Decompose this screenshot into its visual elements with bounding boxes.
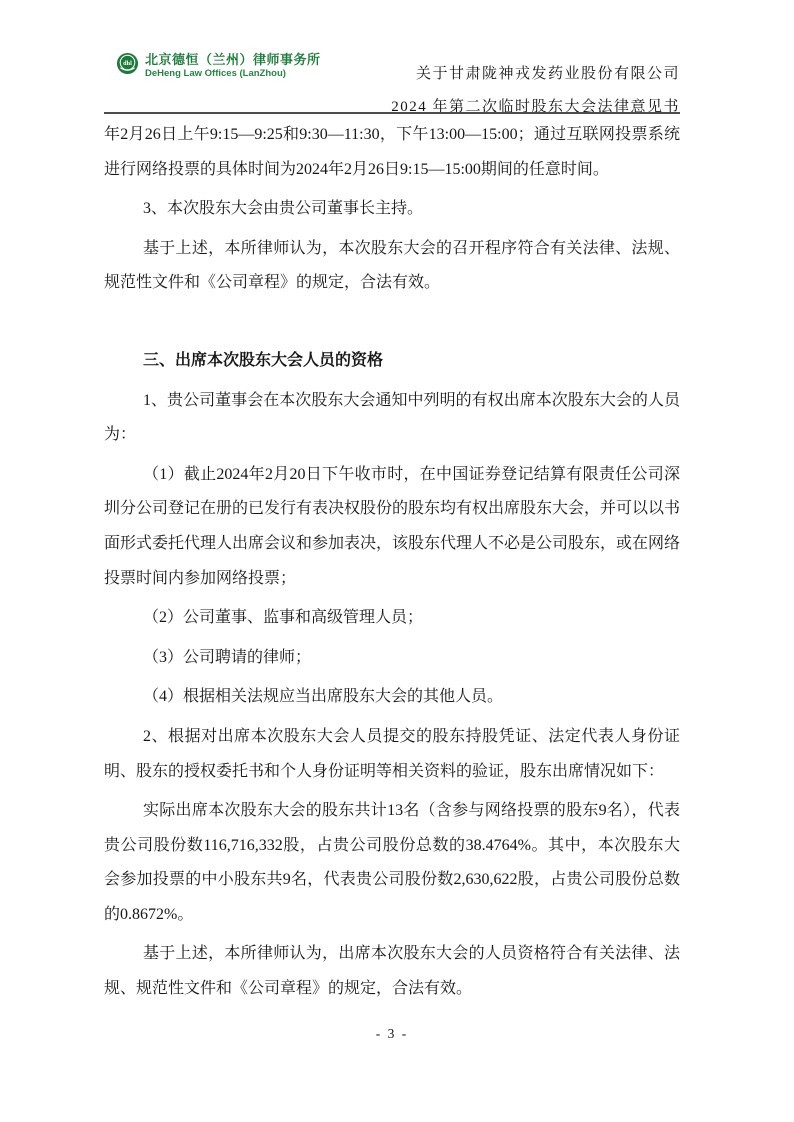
paragraph-subitem-1: （1）截止2024年2月20日下午收市时，在中国证券登记结算有限责任公司深圳分公司登记在册的已发行有表决权股份的股东均有权出席股东大会，并可以以书面形式委托代理人出席会议和参加表决，该股东代理人不必是公司股东，或在网络投票时间内参加网络投票；	[104, 465, 681, 587]
paragraph-conclusion-qualification: 基于上述，本所律师认为，出席本次股东大会的人员资格符合有关法律、法规、规范性文件和《公司章程》的规定，合法有效。	[104, 945, 680, 998]
doc-title-line1: 关于甘肃陇神戎发药业股份有限公司	[415, 66, 680, 82]
page-number: - 3 -	[375, 1026, 409, 1041]
paragraph-subitem-2: （2）公司董事、监事和高级管理人员；	[143, 609, 424, 627]
paragraph-item-3: 3、本次股东大会由贵公司董事长主持。	[143, 200, 424, 218]
section-heading-3: 三、出席本次股东大会人员的资格	[143, 351, 384, 369]
deheng-emblem-icon	[116, 52, 139, 75]
firm-name-block	[145, 52, 321, 80]
firm-name-en: DeHeng Law Offices (LanZhou)	[145, 68, 286, 80]
doc-title-line2: 2024 年第二次临时股东大会法律意见书	[391, 99, 680, 115]
paragraph-item-1: 1、贵公司董事会在本次股东大会通知中列明的有权出席本次股东大会的人员为：	[104, 391, 680, 444]
paragraph-subitem-3: （3）公司聘请的律师；	[143, 648, 312, 666]
document-body	[104, 118, 680, 1012]
firm-name-zh: 北京德恒（兰州）律师事务所	[145, 52, 321, 67]
paragraph-attendance-stats: 实际出席本次股东大会的股东共计13名（含参与网络投票的股东9名），代表贵公司股份数116,716,332股，占贵公司股份总数的38.4764%。其中，本次股东大会参加投票的中小股东共9名，代表贵公司股份数2,630,622股，占贵公司股份总数的0.8672%。	[104, 802, 680, 923]
paragraph-conclusion-convening: 基于上述，本所律师认为，本次股东大会的召开程序符合有关法律、法规、规范性文件和《公司章程》的规定，合法有效。	[104, 239, 680, 292]
law-firm-logo	[104, 50, 321, 80]
paragraph-subitem-4: （4）根据相关法规应当出席股东大会的其他人员。	[143, 688, 504, 706]
paragraph-item-2: 2、根据对出席本次股东大会人员提交的股东持股凭证、法定代表人身份证明、股东的授权委托书和个人身份证明等相关资料的验证，股东出席情况如下：	[104, 727, 680, 780]
header-divider	[104, 112, 680, 114]
svg-text:dhl: dhl	[123, 60, 132, 68]
paragraph-continuation: 年2月26日上午9:15—9:25和9:30—11:30，下午13:00—15:00；通过互联网投票系统进行网络投票的具体时间为2024年2月26日9:15—15:00期间的任意时间。	[104, 126, 680, 178]
